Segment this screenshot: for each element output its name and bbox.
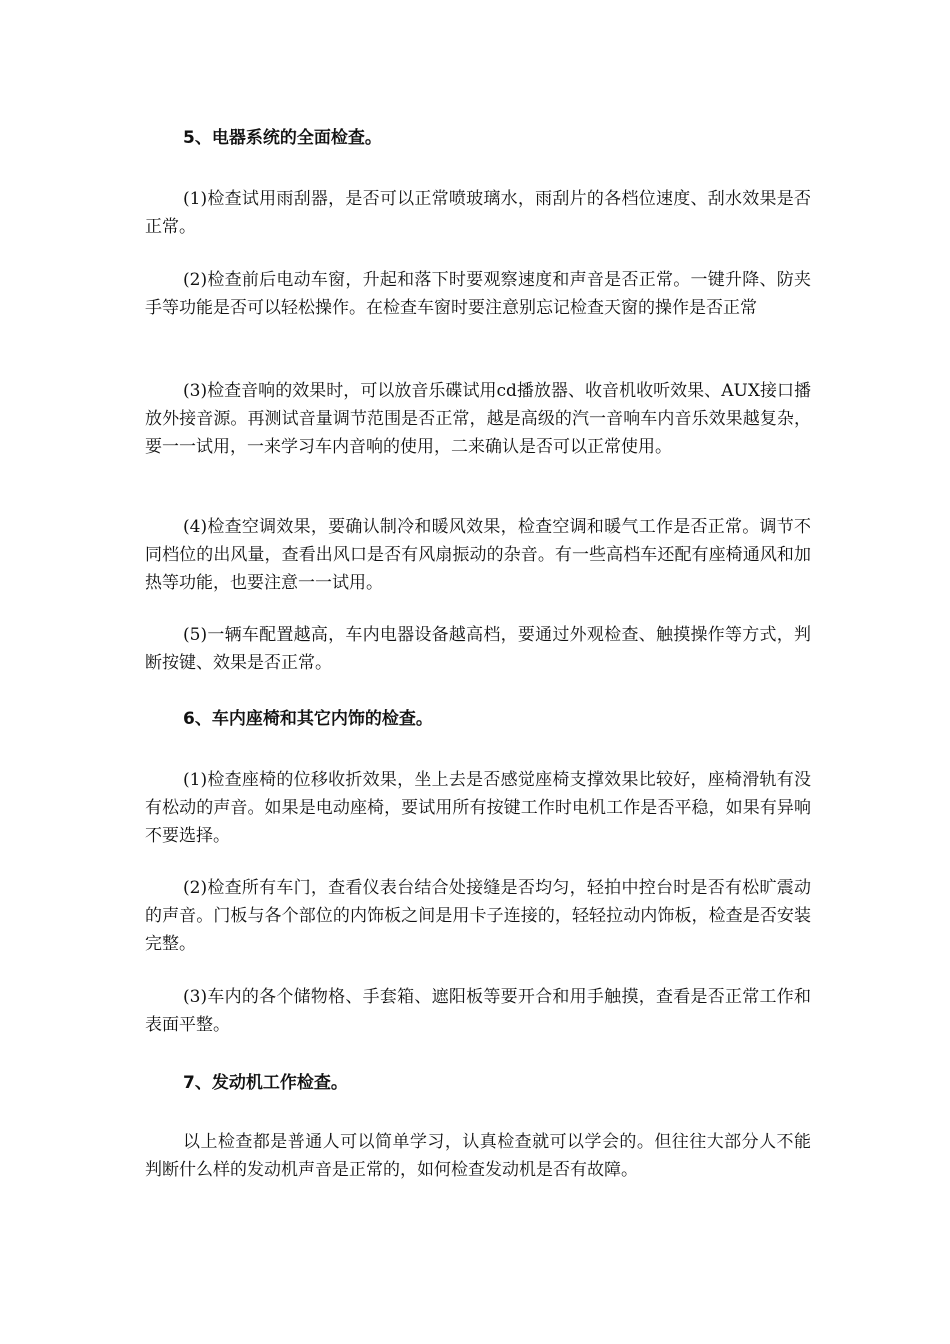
paragraph-electrical-equipment: (5)一辆车配置越高，车内电器设备越高档，要通过外观检查、触摸操作等方式，判断按键、效果是否正常。 xyxy=(145,625,811,673)
section-heading-electrical: 5、电器系统的全面检查。 xyxy=(183,128,382,148)
paragraph-wipers: (1)检查试用雨刮器，是否可以正常喷玻璃水，雨刮片的各档位速度、刮水效果是否正常。 xyxy=(145,189,811,237)
paragraph-storage: (3)车内的各个储物格、手套箱、遮阳板等要开合和用手触摸，查看是否正常工作和表面平整。 xyxy=(145,987,811,1035)
paragraph-engine-check: 以上检查都是普通人可以简单学习，认真检查就可以学会的。但往往大部分人不能判断什么样的发动机声音是正常的，如何检查发动机是否有故障。 xyxy=(145,1132,811,1180)
section-heading-engine: 7、发动机工作检查。 xyxy=(183,1073,348,1093)
paragraph-doors: (2)检查所有车门，查看仪表台结合处接缝是否均匀，轻拍中控台时是否有松旷震动的声音。门板与各个部位的内饰板之间是用卡子连接的，轻轻拉动内饰板，检查是否安装完整。 xyxy=(145,878,811,954)
paragraph-seats: (1)检查座椅的位移收折效果，坐上去是否感觉座椅支撑效果比较好，座椅滑轨有没有松动的声音。如果是电动座椅，要试用所有按键工作时电机工作是否平稳，如果有异响不要选择。 xyxy=(145,770,811,846)
paragraph-power-windows: (2)检查前后电动车窗，升起和落下时要观察速度和声音是否正常。一键升降、防夹手等功能是否可以轻松操作。在检查车窗时要注意别忘记检查天窗的操作是否正常 xyxy=(145,270,811,318)
paragraph-air-conditioning: (4)检查空调效果，要确认制冷和暖风效果，检查空调和暖气工作是否正常。调节不同档位的出风量，查看出风口是否有风扇振动的杂音。有一些高档车还配有座椅通风和加热等功能，也要注意一一试用。 xyxy=(145,517,811,593)
paragraph-audio: (3)检查音响的效果时，可以放音乐碟试用cd播放器、收音机收听效果、AUX接口播放外接音源。再测试音量调节范围是否正常，越是高级的汽一音响车内音乐效果越复杂，要一一试用，一来学习车内音响的使用，二来确认是否可以正常使用。 xyxy=(145,381,811,457)
section-heading-interior: 6、车内座椅和其它内饰的检查。 xyxy=(183,709,433,729)
